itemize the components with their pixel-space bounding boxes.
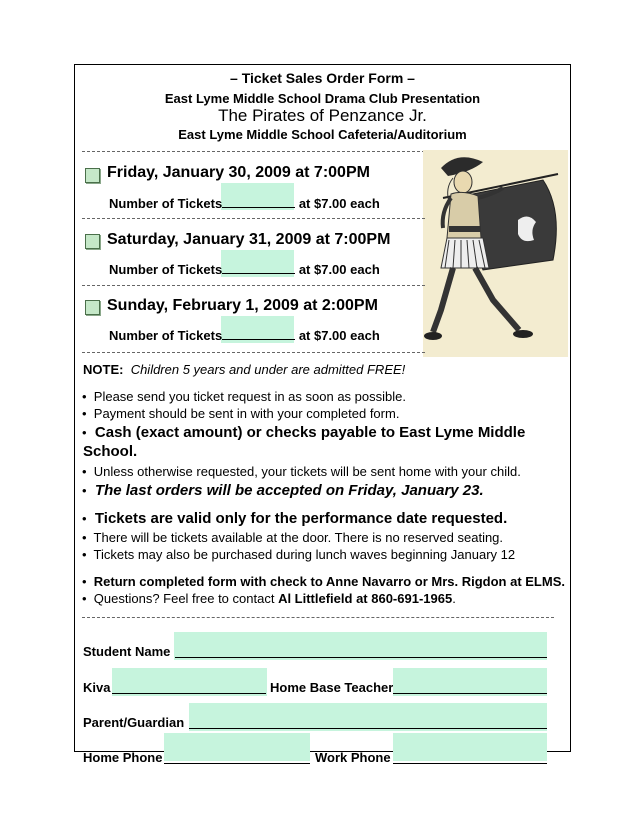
home-phone-label: Home Phone [83, 750, 163, 765]
ticket-price: at $7.00 each [298, 196, 380, 211]
ticket-price: at $7.00 each [298, 262, 380, 277]
parent-guardian-label: Parent/Guardian [83, 715, 185, 730]
tickets-label: Number of Tickets [109, 196, 223, 211]
kiva-line [112, 693, 266, 694]
kiva-label: Kiva [83, 680, 111, 695]
divider [82, 352, 425, 353]
bullet-text: Questions? Feel free to contact [93, 591, 279, 606]
bullet-text: Cash (exact amount) or checks payable to East Lyme Middle [94, 424, 526, 441]
performance-date: Saturday, January 31, 2009 at 7:00PM [107, 231, 391, 248]
divider [82, 218, 425, 219]
bullet-text: Return completed form with check to Anne Navarro or Mrs. Rigdon at ELMS. [93, 574, 565, 589]
home-base-teacher-label: Home Base Teacher [270, 680, 394, 695]
student-name-input[interactable] [174, 632, 547, 660]
note-text: Children 5 years and under are admitted FREE! [130, 362, 406, 377]
home-phone-line [164, 763, 310, 764]
bullet-item: • There will be tickets available at the door. There is no reserved seating. [82, 530, 504, 545]
bullet-text: The last orders will be accepted on Friday, January 23. [94, 482, 484, 499]
divider [82, 617, 554, 618]
home-base-teacher-input[interactable] [393, 668, 547, 696]
tickets-blank [222, 327, 295, 340]
bullet-item: • Return completed form with check to Anne Navarro or Mrs. Rigdon at ELMS. [82, 574, 565, 589]
tickets-blank [222, 195, 295, 208]
checkbox-icon[interactable] [85, 234, 100, 249]
divider [82, 285, 425, 286]
tickets-row-2 [109, 261, 380, 277]
contact-info: Al Littlefield at 860-691-1965 [278, 591, 453, 606]
divider [82, 151, 425, 152]
bullet-item: • Unless otherwise requested, your tickets will be sent home with your child. [82, 464, 521, 479]
presenter-line: East Lyme Middle School Drama Club Presentation [164, 91, 481, 106]
bullet-item: • The last orders will be accepted on Friday, January 23. [82, 482, 484, 499]
performance-date: Friday, January 30, 2009 at 7:00PM [107, 164, 370, 181]
tickets-row-3 [109, 327, 380, 343]
form-title: – Ticket Sales Order Form – [230, 70, 415, 86]
checkbox-icon[interactable] [85, 168, 100, 183]
work-phone-input[interactable] [393, 733, 547, 761]
show-title: The Pirates of Penzance Jr. [218, 106, 427, 125]
bullet-text: Tickets are valid only for the performance date requested. [94, 510, 508, 527]
bullet-item: • Tickets may also be purchased during lunch waves beginning January 12 [82, 547, 516, 562]
note-label: NOTE: [83, 362, 124, 377]
bullet-continuation: School. [83, 443, 138, 460]
tickets-blank [222, 261, 295, 274]
bullet-item: • Tickets are valid only for the performance date requested. [82, 510, 508, 527]
bullet-item: • Payment should be sent in with your completed form. [82, 406, 400, 421]
bullet-text: Please send you ticket request in as soon as possible. [93, 389, 406, 404]
bullet-item: • Cash (exact amount) or checks payable to East Lyme Middle [82, 424, 526, 441]
bullet-item: • Please send you ticket request in as soon as possible. [82, 389, 406, 404]
bullet-text: Tickets may also be purchased during lunch waves beginning January 12 [93, 547, 516, 562]
tickets-label: Number of Tickets [109, 328, 223, 343]
work-phone-line [393, 763, 547, 764]
note-line [83, 362, 405, 377]
bullet-text: Unless otherwise requested, your tickets will be sent home with your child. [93, 464, 521, 479]
home-base-teacher-line [393, 693, 547, 694]
pirate-illustration [423, 150, 568, 357]
tickets-label: Number of Tickets [109, 262, 223, 277]
bullet-text: Payment should be sent in with your completed form. [93, 406, 400, 421]
kiva-input[interactable] [112, 668, 267, 696]
bullet-text: . [452, 591, 456, 606]
performance-date: Sunday, February 1, 2009 at 2:00PM [107, 297, 378, 314]
student-name-line [175, 657, 547, 658]
tickets-row-1 [109, 195, 380, 211]
parent-guardian-line [189, 728, 547, 729]
ticket-price: at $7.00 each [298, 328, 380, 343]
work-phone-label: Work Phone [315, 750, 391, 765]
venue-line: East Lyme Middle School Cafeteria/Auditorium [178, 127, 467, 142]
bullet-item: • Questions? Feel free to contact Al Littlefield at 860-691-1965. [82, 591, 456, 606]
bullet-text: There will be tickets available at the door. There is no reserved seating. [93, 530, 504, 545]
parent-guardian-input[interactable] [189, 703, 547, 731]
student-name-label: Student Name [83, 644, 171, 659]
home-phone-input[interactable] [164, 733, 310, 761]
checkbox-icon[interactable] [85, 300, 100, 315]
